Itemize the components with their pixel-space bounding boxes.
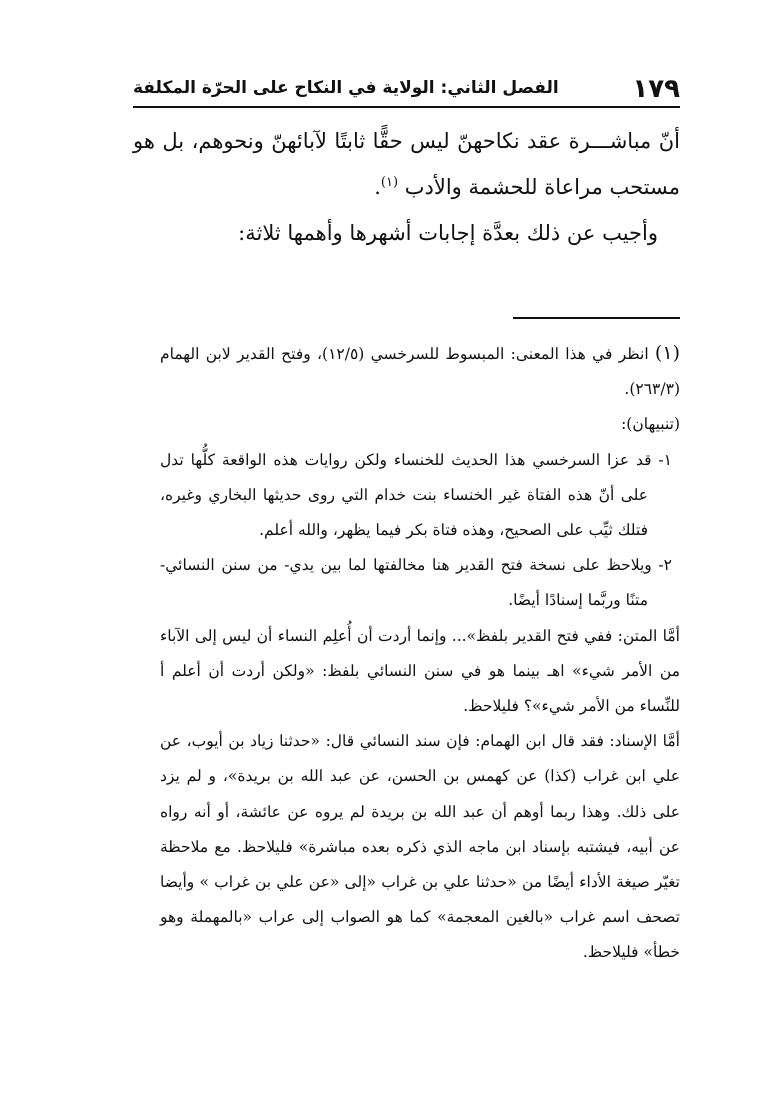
note-item-2: ٢- ويلاحظ على نسخة فتح القدير هنا مخالفتها لما بين يدي- من سنن النسائي- متنًا وربَّما إسنادًا أيضًا. [160, 556, 672, 610]
page-number: ١٧٩ [632, 74, 680, 104]
footnote-separator [513, 317, 680, 319]
footnote-1-number: (١) [654, 342, 680, 364]
footnote-reference: (١) [380, 175, 399, 190]
main-paragraph-text: أنّ مباشـــرة عقد نكاحهنّ ليس حقًّا ثابتًا لآبائهنّ ونحوهم، بل هو مستحب مراعاة للحشمة والأدب [133, 129, 680, 199]
main-text [133, 118, 680, 256]
notes-heading: (تنبيهان): [621, 415, 680, 434]
note-item-1: ١- قد عزا السرخسي هذا الحديث للخنساء ولكن روايات هذه الواقعة كلُّها تدل على أنّ هذه الفتاة غير الخنساء بنت خدام التي روى حديثها البخاري وغيره، فتلك ثيِّب على الصحيح، وهذه فتاة بكر فيما يظهر، والله أعلم. [160, 450, 672, 540]
footnote-1-text: انظر في هذا المعنى: المبسوط للسرخسي (١٢/٥)، وفتح القدير لابن الهمام (٢٦٣/٣). [160, 345, 680, 399]
page-header [133, 72, 680, 108]
footnotes [160, 336, 680, 971]
main-paragraph-end: . [374, 175, 381, 199]
chapter-title: الفصل الثاني: الولاية في النكاح على الحرّة المكلفة [133, 78, 559, 98]
answers-intro-paragraph: وأجيب عن ذلك بعدَّة إجابات أشهرها وأهمها ثلاثة: [238, 221, 658, 245]
footnote-1 [160, 336, 680, 407]
main-paragraph [133, 118, 680, 210]
matn-note: أمَّا المتن: ففي فتح القدير بلفظ»... وإنما أردت أن أُعلِم النساء أن ليس إلى الآباء من الأمر شيء» اهـ بينما هو في سنن النسائي بلفظ: «ولكن أردت أن أعلم أ للنِّساء من الأمر شيء»؟ فليلاحظ. [160, 626, 680, 716]
isnad-note: أمَّا الإسناد: فقد قال ابن الهمام: فإن سند النسائي قال: «حدثنا زياد بن أيوب، عن علي ابن غراب (كذا) عن كهمس بن الحسن، عن عبد الله بن بريدة»، و لم يزد على ذلك. وهذا ربما أوهم أن عبد الله بن بريدة لم يروه عن عائشة، أو أنه رواه عن أبيه، فيشتبه بإسناد ابن ماجه الذي ذكره بعده مباشرة» فليلاحظ. مع ملاحظة تغيّر صيغة الأداء أيضًا من «حدثنا علي بن غراب «إلى «عن علي بن غراب » وأيضا تصحف اسم غراب «بالغين المعجمة» كما هو الصواب إلى عراب «بالمهملة وهو خطأ» فليلاحظ. [160, 732, 680, 962]
